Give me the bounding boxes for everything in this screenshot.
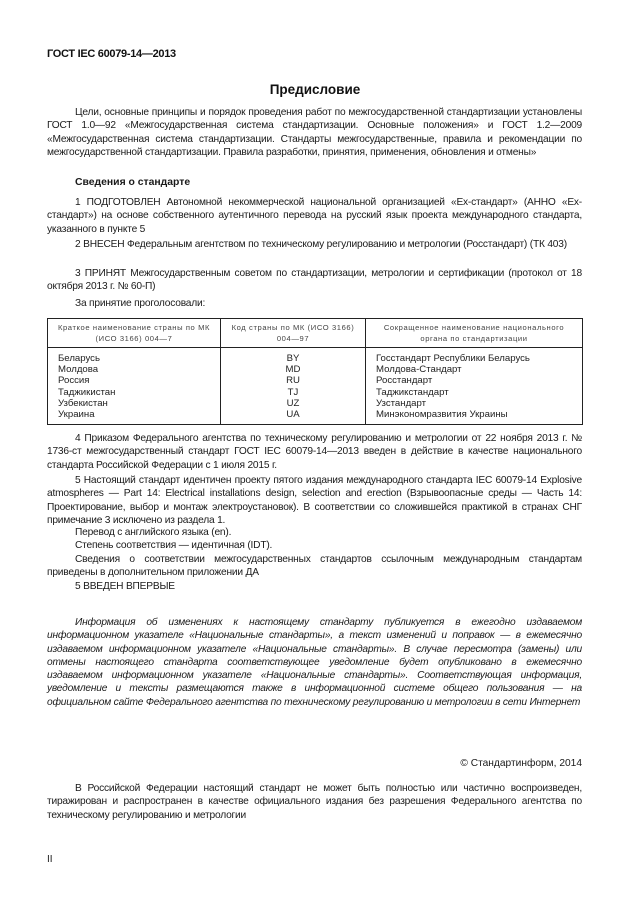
country-code: MD [285,364,301,376]
item-submitted [47,238,582,251]
standards-body-name: Таджикстандарт [376,386,449,398]
translation-note: Перевод с английского языка (en). [75,527,232,538]
country-name: Украина [58,409,95,421]
column-header-body: Сокращенное наименование национального органа по стандартизации [366,319,583,348]
column-header-code: Код страны по МК (ИСО 3166) 004—97 [221,319,366,348]
page-number: II [47,854,53,865]
item-submitted-text: 2 ВНЕСЕН Федеральным агентством по техническому регулированию и метрологии (Росстандарт) (ТК 403) [75,239,567,250]
country-code: UZ [286,397,300,409]
page-title: Предисловие [269,82,361,97]
country-name: Беларусь [58,353,100,364]
standards-body-name: Молдова-Стандарт [376,364,462,376]
country-cell [48,348,221,425]
standards-body-name: Госстандарт Республики Беларусь [376,353,530,364]
item-identical-text: 5 Настоящий стандарт идентичен проекту пятого издания международного стандарта IEC 60079-14 Explosive atmospheres — Part 14: Electrical installations design, selection and erection (Взрывоопасные среды — Часть 14: Проектирование, выбор и монтаж электроустановок). В соответствии со сложившейся практикой в странах СНГ примечание 3 исключено из раздела 1. [47,475,582,526]
conformity-note: Степень соответствия — идентичная (IDT). [75,540,273,551]
item-identical [47,474,582,527]
intro-text: Цели, основные принципы и порядок проведения работ по межгосударственной стандартизации установлены ГОСТ 1.0—92 «Межгосударственная система стандартизации. Основные положения» и ГОСТ 1.2—2009 «Межгосударственная система стандартизации. Стандарты межгосударственные, правила и рекомендации по межгосударственной стандартизации. Правила разработки, принятия, применения, обновления и отмены» [47,107,582,158]
item-adopted-text: 3 ПРИНЯТ Межгосударственным советом по стандартизации, метрологии и сертификации (протокол от 18 октября 2013 г. № 60-П) [47,268,582,293]
item-first-introduced: 5 ВВЕДЕН ВПЕРВЫЕ [75,581,175,592]
references-note [47,553,582,580]
country-code: UA [286,409,300,421]
standards-body-name: Росстандарт [376,375,433,387]
code-cell [221,348,366,425]
item-enacted-text: 4 Приказом Федерального агентства по техническому регулированию и метрологии от 22 ноября 2013 г. № 1736-ст межгосударственный стандарт ГОСТ IEC 60079-14—2013 введен в действие в качестве национального стандарта Российской Федерации с 1 июля 2015 г. [47,433,582,471]
voted-label: За принятие проголосовали: [75,298,206,309]
item-prepared-text: 1 ПОДГОТОВЛЕН Автономной некоммерческой национальной организацией «Ех-стандарт» (АННО «Ех-стандарт») на основе собственного аутентичного перевода на русский язык проекта международного стандарта, указанного в пункте 5 [47,197,582,235]
country-name: Россия [58,375,90,387]
copyright-line: © Стандартинформ, 2014 [460,758,582,769]
changes-notice-text: Информация об изменениях к настоящему стандарту публикуется в ежегодно издаваемом информационном указателе «Национальные стандарты», а текст изменений и поправок — в ежемесячно издаваемом информационном указателе «Национальные стандарты». В случае пересмотра (замены) или отмены настоящего стандарта соответствующее уведомление будет опубликовано в ежемесячно издаваемом информационном указателе «Национальные стандарты». Соответствующая информация, уведомление и тексты размещаются также в информационной системе общего пользования — на официальном сайте Федерального агентства по техническому регулированию и метрологии в сети Интернет [47,617,582,708]
reproduction-notice [47,782,582,822]
item-enacted [47,432,582,472]
reproduction-text: В Российской Федерации настоящий стандарт не может быть полностью или частично воспроизведен, тиражирован и распространен в качестве официального издания без разрешения Федерального агентства по техническому регулированию и метрологии [47,783,582,821]
intro-paragraph [47,106,582,159]
document-id-header: ГОСТ IEC 60079-14—2013 [47,48,176,60]
standards-body-cell [366,348,583,425]
table-header-row [48,319,583,348]
table-row [48,348,583,425]
changes-notice [47,616,582,709]
country-name: Таджикистан [58,386,116,398]
country-name: Молдова [58,364,99,376]
country-code: BY [286,353,300,364]
column-header-country: Краткое наименование страны по МК (ИСО 3166) 004—7 [48,319,221,348]
country-code: RU [286,375,300,387]
country-code: TJ [287,386,299,398]
item-prepared [47,196,582,236]
country-name: Узбекистан [58,397,108,409]
voting-countries-table [47,318,583,425]
section-heading: Сведения о стандарте [75,177,191,188]
standards-body-name: Узстандарт [376,397,427,409]
item-adopted [47,267,582,294]
references-text: Сведения о соответствии межгосударственных стандартов ссылочным международным стандартам приведены в дополнительном приложении ДА [47,554,582,579]
standards-body-name: Минэкономразвития Украины [376,409,508,421]
